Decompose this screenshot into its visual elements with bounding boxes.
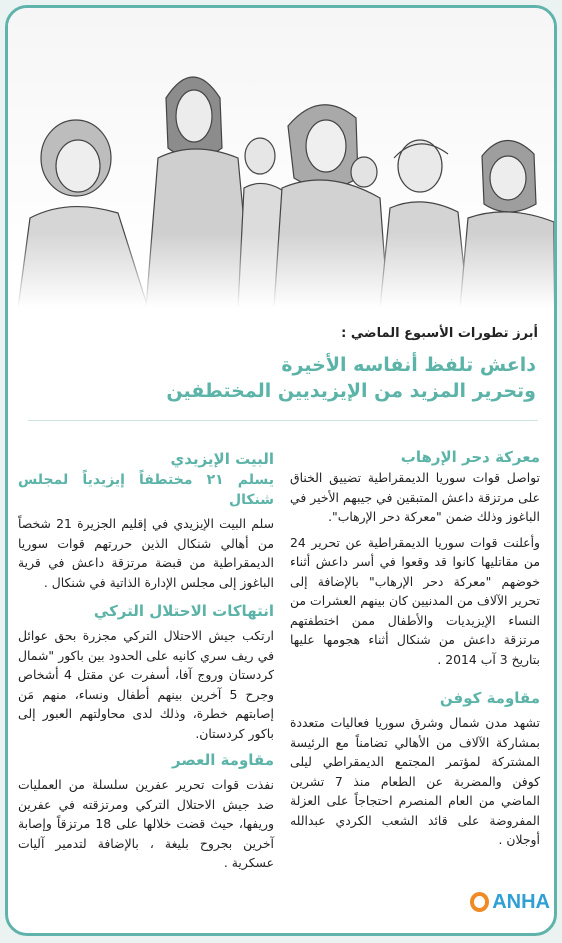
- section-terror-battle: [290, 446, 540, 669]
- divider: [28, 420, 538, 421]
- section-title: مقاومة كوفن: [439, 689, 540, 707]
- section-yazidi-house: [18, 448, 274, 592]
- section-paragraph: وأعلنت قوات سوريا الديمقراطية عن تحرير 24 من مقاتليها كانوا قد وقعوا في أسر داعش أثناء خوضهم "معركة دحر الإرهاب" بالإضافة إلى تحرير الآلاف من المدنيين كان بينهم العشرات من النساء الإيزيديات والأطفال ممن اختطفتهم مرتزقة داعش من شنكال أثناء هجومها عليها بتاريخ 3 آب 2014 .: [290, 534, 540, 667]
- hero-illustration: [8, 8, 554, 308]
- page-frame: [5, 5, 557, 936]
- sketch-people-image: [8, 8, 554, 308]
- section-paragraph: نفذت قوات تحرير عفرين سلسلة من العمليات ضد جيش الاحتلال التركي ومرتزقته في عفرين وريفها، حيث قضت خلالها على 18 مرتزقاً وإصابة آخرين بجروح بليغة ، بالإضافة لتدمير آليات عسكرية .: [18, 777, 274, 870]
- main-headline: [36, 352, 536, 404]
- section-guven-resistance: [290, 687, 540, 850]
- logo-ring-icon: [470, 892, 489, 912]
- section-era-resistance: [18, 749, 274, 873]
- section-turkish-violations: [18, 600, 274, 743]
- headline-line-2: وتحرير المزيد من الإيزيديين المختطفين: [166, 380, 536, 402]
- section-title: انتهاكات الاحتلال التركي: [93, 602, 274, 620]
- right-column: [290, 446, 540, 850]
- left-column: [18, 448, 274, 873]
- headline-line-1: داعش تلفظ أنفاسه الأخيرة: [281, 354, 536, 376]
- section-title: معركة دحر الإرهاب: [400, 448, 540, 466]
- section-paragraph: سلم البيت الإيزيدي في إقليم الجزيرة 21 شخصاً من أهالي شنكال الذين حررتهم قوات سوريا الديمقراطية من قبضة مرتزقة داعش في قرية الباغوز إلى مجلس الإدارة الذاتية في شنكال .: [18, 516, 275, 590]
- section-subtitle: يسلم ٢١ مختطفاً إيزيدياً لمجلس شنكال: [18, 472, 274, 508]
- section-paragraph: تشهد مدن شمال وشرق سوريا فعاليات متعددة بمشاركة الآلاف من الأهالي تضامناً مع الرئيسة المشتركة لمؤتمر المجتمع الديمقراطي ليلى كوفن والمضربة عن الطعام منذ 7 تشرين الماضي من العام المنصرم احتجاجاً على العزلة المفروضة على قائد الشعب الكردي عبدالله أوجلان .: [290, 715, 540, 847]
- anha-logo: [470, 888, 550, 916]
- section-paragraph: تواصل قوات سوريا الديمقراطية تضييق الخناق على مرتزقة داعش المتبقين في جيبهم الأخير في الباغوز وذلك ضمن "معركة دحر الإرهاب".: [290, 470, 540, 524]
- section-title: البيت الإيزيدي: [170, 450, 274, 468]
- section-title: مقاومة العصر: [172, 751, 274, 769]
- logo-text: ANHA: [492, 890, 550, 913]
- intro-label: أبرز تطورات الأسبوع الماضي :: [341, 326, 538, 341]
- section-paragraph: ارتكب جيش الاحتلال التركي مجزرة بحق عوائل في ريف سري كانيه على الحدود بين باكور "شمال كردستان وروج آفا، أسفرت عن مقتل 4 أشخاص وجرح 5 آخرين بينهم أطفال ونساء، منهم مَن إصابتهم خطرة، وذلك لدى محاولتهم العبور إلى باكور كردستان.: [18, 628, 274, 741]
